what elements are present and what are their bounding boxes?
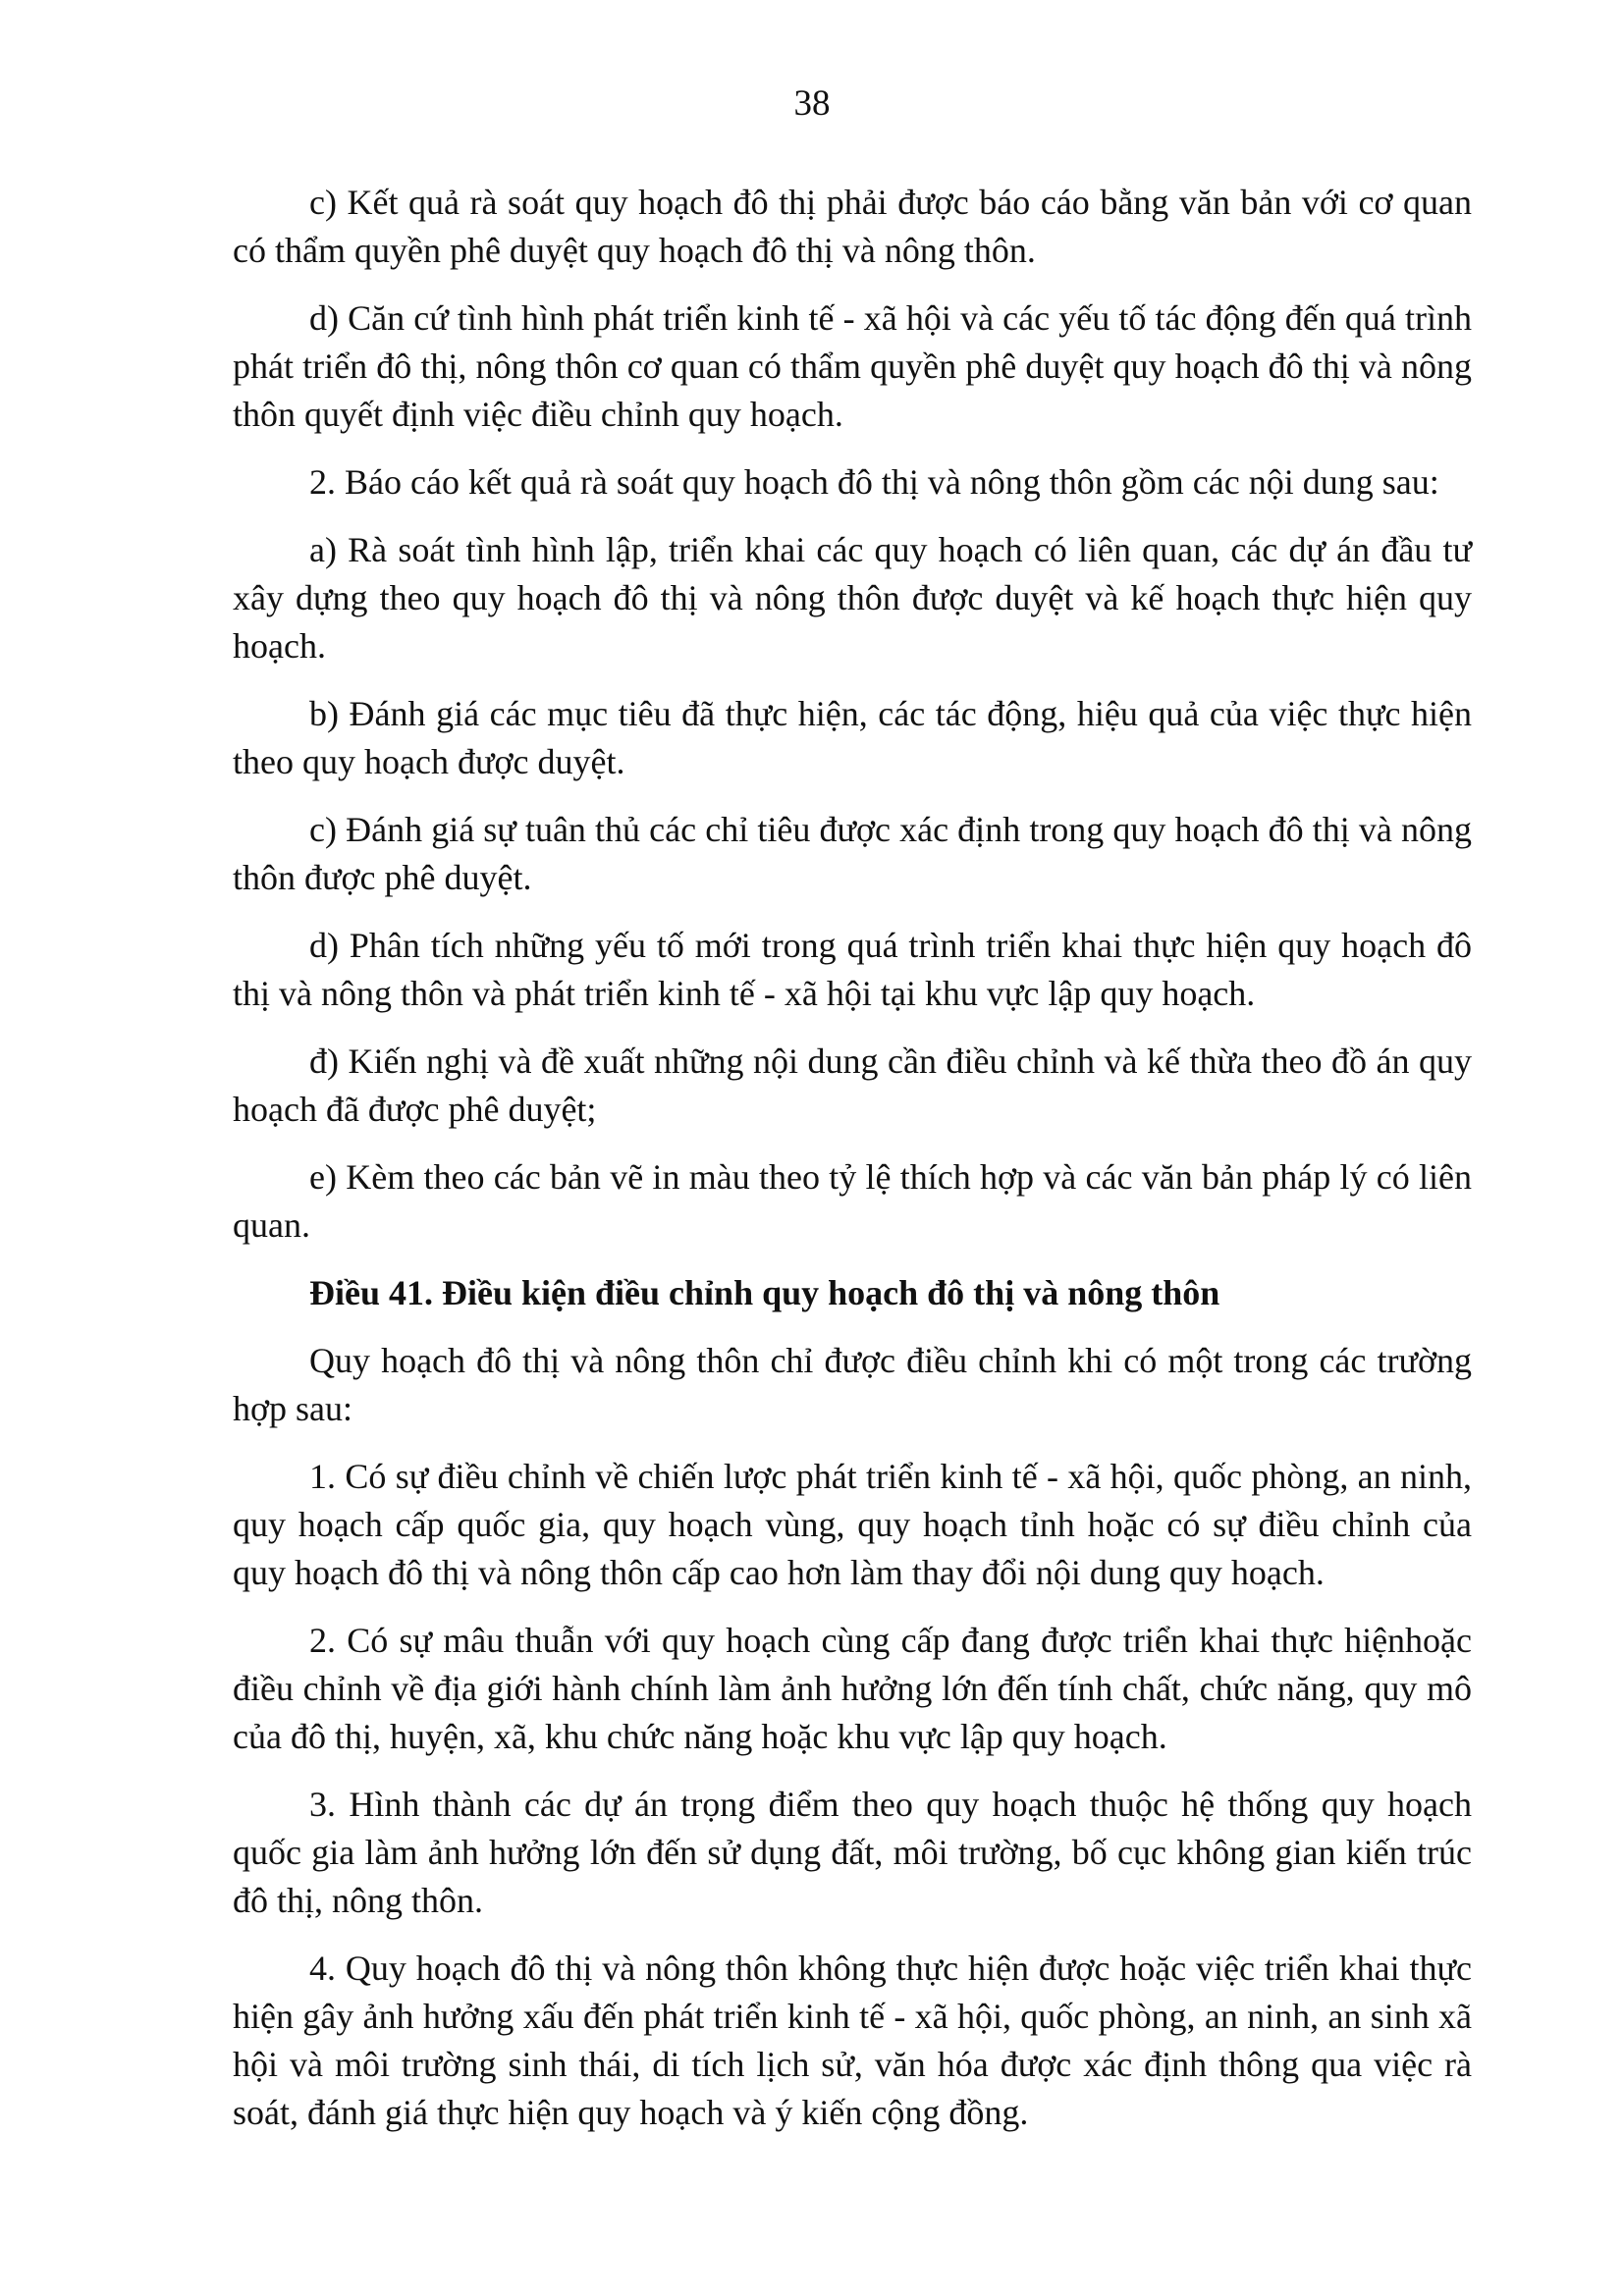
page-number: 38 [793, 83, 831, 124]
article-41-intro: Quy hoạch đô thị và nông thôn chỉ được điều chỉnh khi có một trong các trường hợp sau: [233, 1341, 1472, 1428]
paragraph-2e-attachments: e) Kèm theo các bản vẽ in màu theo tỷ lệ thích hợp và các văn bản pháp lý có liên quan. [233, 1157, 1472, 1245]
paragraph-2a-review-status: a) Rà soát tình hình lập, triển khai các quy hoạch có liên quan, các dự án đầu tư xây dựng theo quy hoạch đô thị và nông thôn được duyệt và kế hoạch thực hiện quy hoạch. [233, 530, 1472, 666]
article-41-item-2: 2. Có sự mâu thuẫn với quy hoạch cùng cấp đang được triển khai thực hiệnhoặc điều chỉnh về địa giới hành chính làm ảnh hưởng lớn đến tính chất, chức năng, quy mô của đô thị, huyện, xã, khu chức năng hoặc khu vực lập quy hoạch. [233, 1621, 1472, 1756]
paragraph-2c-evaluate-compliance: c) Đánh giá sự tuân thủ các chỉ tiêu được xác định trong quy hoạch đô thị và nông thôn được phê duyệt. [233, 810, 1472, 897]
paragraph-2-report-contents: 2. Báo cáo kết quả rà soát quy hoạch đô thị và nông thôn gồm các nội dung sau: [309, 462, 1439, 502]
document-body [233, 179, 1472, 2157]
paragraph-2d-analyze-factors: d) Phân tích những yếu tố mới trong quá trình triển khai thực hiện quy hoạch đô thị và nông thôn và phát triển kinh tế - xã hội tại khu vực lập quy hoạch. [233, 926, 1472, 1013]
article-41-heading: Điều 41. Điều kiện điều chỉnh quy hoạch đô thị và nông thôn [309, 1273, 1220, 1312]
paragraph-1d-adjustment-decision: d) Căn cứ tình hình phát triển kinh tế - xã hội và các yếu tố tác động đến quá trình phát triển đô thị, nông thôn cơ quan có thẩm quyền phê duyệt quy hoạch đô thị và nông thôn quyết định việc điều chỉnh quy hoạch. [233, 298, 1472, 434]
article-41-item-4: 4. Quy hoạch đô thị và nông thôn không thực hiện được hoặc việc triển khai thực hiện gây ảnh hưởng xấu đến phát triển kinh tế - xã hội, quốc phòng, an ninh, an sinh xã hội và môi trường sinh thái, di tích lịch sử, văn hóa được xác định thông qua việc rà soát, đánh giá thực hiện quy hoạch và ý kiến cộng đồng. [233, 1949, 1472, 2132]
paragraph-2b-evaluate-objectives: b) Đánh giá các mục tiêu đã thực hiện, các tác động, hiệu quả của việc thực hiện theo quy hoạch được duyệt. [233, 694, 1472, 781]
paragraph-2dd-recommendations: đ) Kiến nghị và đề xuất những nội dung cần điều chỉnh và kế thừa theo đồ án quy hoạch đã được phê duyệt; [233, 1041, 1472, 1129]
article-41-item-1: 1. Có sự điều chỉnh về chiến lược phát triển kinh tế - xã hội, quốc phòng, an ninh, quy hoạch cấp quốc gia, quy hoạch vùng, quy hoạch tỉnh hoặc có sự điều chỉnh của quy hoạch đô thị và nông thôn cấp cao hơn làm thay đổi nội dung quy hoạch. [233, 1457, 1472, 1592]
article-41-item-3: 3. Hình thành các dự án trọng điểm theo quy hoạch thuộc hệ thống quy hoạch quốc gia làm ảnh hưởng lớn đến sử dụng đất, môi trường, bố cục không gian kiến trúc đô thị, nông thôn. [233, 1785, 1472, 1920]
paragraph-1c-review-report: c) Kết quả rà soát quy hoạch đô thị phải được báo cáo bằng văn bản với cơ quan có thẩm quyền phê duyệt quy hoạch đô thị và nông thôn. [233, 183, 1472, 270]
